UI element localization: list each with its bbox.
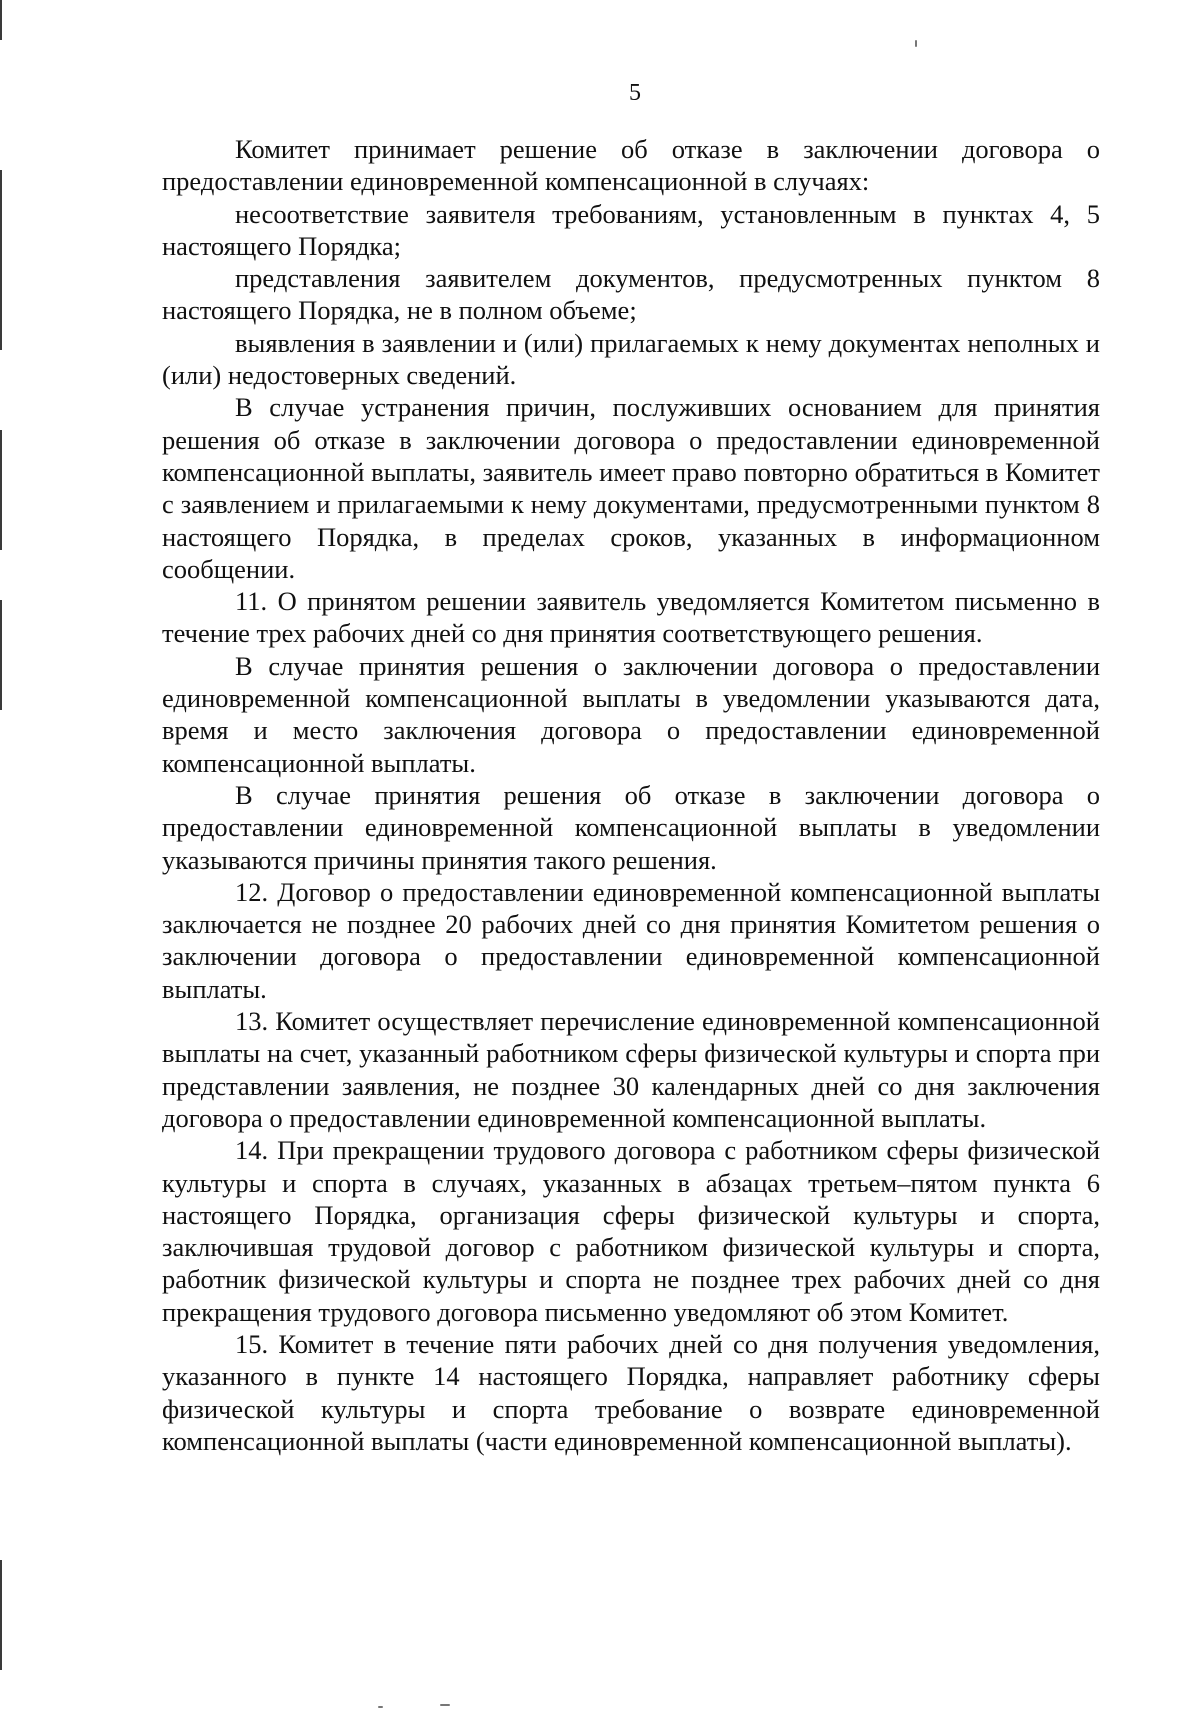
page-number: 5 xyxy=(629,80,641,106)
paragraph-refusal-reason-3: выявления в заявлении и (или) прилагаемых к нему документах неполных и (или) недостоверных сведений. xyxy=(162,327,1100,391)
paragraph-notice-refusal: В случае принятия решения об отказе в заключении договора о предоставлении единовременной компенсационной выплаты в уведомлении указываются причины принятия такого решения. xyxy=(162,779,1100,875)
paragraph-item-11: 11. О принятом решении заявитель уведомляется Комитетом письменно в течение трех рабочих дней со дня принятия соответствующего решения. xyxy=(162,586,1100,649)
scan-edge-mark xyxy=(0,170,2,350)
paragraph-reapplication: В случае устранения причин, послуживших основанием для принятия решения об отказе в заключении договора о предоставлении единовременной компенсационной выплаты, заявитель имеет право повторно обратиться в Комитет с заявлением и прилагаемыми к нему документами, предусмотренными пунктом 8 настоящего Порядка, в пределах сроков, указанных в информационном сообщении. xyxy=(162,392,1100,584)
scan-edge-mark xyxy=(0,0,2,40)
paragraph-refusal-reason-2: представления заявителем документов, предусмотренных пунктом 8 настоящего Порядка, не в полном объеме; xyxy=(162,263,1100,326)
paragraph-item-15: 15. Комитет в течение пяти рабочих дней со дня получения уведомления, указанного в пункте 14 настоящего Порядка, направляет работнику сферы физической культуры и спорта требование о возврате единовременной компенсационной выплаты (части единовременной компенсационной выплаты). xyxy=(162,1328,1100,1456)
scan-edge-mark xyxy=(0,1560,2,1670)
scan-edge-mark xyxy=(0,430,2,550)
document-body xyxy=(162,133,1100,1457)
paragraph-item-12: 12. Договор о предоставлении единовременной компенсационной выплаты заключается не позднее 20 рабочих дней со дня принятия Комитетом решения о заключении договора о предоставлении единовременной компенсационной выплаты. xyxy=(162,876,1100,1004)
scan-speck xyxy=(440,1704,450,1706)
scan-speck xyxy=(915,40,917,47)
scan-speck xyxy=(378,1706,383,1708)
paragraph-refusal-reason-1: несоответствие заявителя требованиям, установленным в пунктах 4, 5 настоящего Порядка; xyxy=(162,198,1100,261)
paragraph-refusal-decision: Комитет принимает решение об отказе в заключении договора о предоставлении единовременной компенсационной в случаях: xyxy=(162,134,1100,197)
paragraph-item-14: 14. При прекращении трудового договора с работником сферы физической культуры и спорта в случаях, указанных в абзацах третьем–пятом пункта 6 настоящего Порядка, организация сферы физической культуры и спорта, заключившая трудовой договор с работником физической культуры и спорта, работник физической культуры и спорта не позднее трех рабочих дней со дня прекращения трудового договора письменно уведомляют об этом Комитет. xyxy=(162,1135,1100,1327)
paragraph-notice-approval: В случае принятия решения о заключении договора о предоставлении единовременной компенсационной выплаты в уведомлении указываются дата, время и место заключения договора о предоставлении единовременной компенсационной выплаты. xyxy=(162,650,1100,778)
paragraph-item-13: 13. Комитет осуществляет перечисление единовременной компенсационной выплаты на счет, указанный работником сферы физической культуры и спорта при представлении заявления, не позднее 30 календарных дней со дня заключения договора о предоставлении единовременной компенсационной выплаты. xyxy=(162,1006,1100,1133)
scan-edge-mark xyxy=(0,600,2,710)
